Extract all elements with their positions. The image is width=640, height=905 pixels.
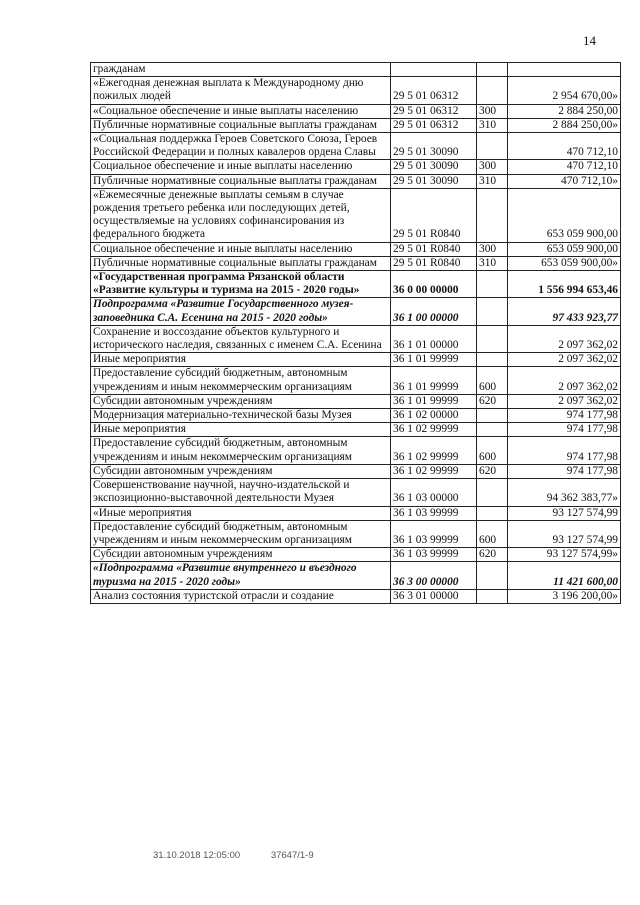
table-row xyxy=(91,174,621,188)
row-name-cell: Подпрограмма «Развитие Государственного музея-заповедника С.А. Есенина на 2015 - 2020 годы» xyxy=(91,298,391,325)
row-sum-cell: 3 196 200,00» xyxy=(508,589,621,603)
row-code-cell: 29 5 01 R0840 xyxy=(391,256,477,270)
footer-datetime: 31.10.2018 12:05:00 xyxy=(153,850,241,861)
row-code-cell: 36 1 01 99999 xyxy=(391,353,477,367)
row-vr-cell xyxy=(477,409,508,423)
row-vr-cell: 310 xyxy=(477,118,508,132)
row-code-cell: 29 5 01 R0840 xyxy=(391,242,477,256)
row-vr-cell xyxy=(477,77,508,104)
row-name-cell: Анализ состояния туристской отрасли и создание xyxy=(91,589,391,603)
row-name-cell: Иные мероприятия xyxy=(91,423,391,437)
row-name-cell: Публичные нормативные социальные выплаты гражданам xyxy=(91,256,391,270)
row-code-cell: 36 1 03 99999 xyxy=(391,548,477,562)
table-row xyxy=(91,409,621,423)
table-row xyxy=(91,160,621,174)
row-sum-cell: 470 712,10 xyxy=(508,160,621,174)
row-sum-cell: 93 127 574,99» xyxy=(508,548,621,562)
row-vr-cell xyxy=(477,325,508,352)
table-row xyxy=(91,63,621,77)
row-name-cell: Публичные нормативные социальные выплаты гражданам xyxy=(91,118,391,132)
table-row xyxy=(91,188,621,242)
row-vr-cell: 300 xyxy=(477,160,508,174)
row-vr-cell: 620 xyxy=(477,548,508,562)
row-code-cell: 36 3 00 00000 xyxy=(391,562,477,589)
row-name-cell: «Иные мероприятия xyxy=(91,506,391,520)
table-row xyxy=(91,133,621,160)
row-code-cell: 36 1 00 00000 xyxy=(391,298,477,325)
row-code-cell: 29 5 01 06312 xyxy=(391,118,477,132)
budget-table-body xyxy=(91,63,621,604)
row-vr-cell: 300 xyxy=(477,104,508,118)
row-name-cell: Субсидии автономным учреждениям xyxy=(91,548,391,562)
row-code-cell: 36 1 02 99999 xyxy=(391,423,477,437)
row-sum-cell: 974 177,98 xyxy=(508,437,621,464)
row-name-cell: Совершенствование научной, научно-издательской и экспозиционно-выставочной деятельности Музея xyxy=(91,479,391,506)
row-name-cell: «Ежемесячные денежные выплаты семьям в случае рождения третьего ребенка или последующих детей, осуществляемые на условиях софинансирования из федерального бюджета xyxy=(91,188,391,242)
row-name-cell: «Государственная программа Рязанской области «Развитие культуры и туризма на 2015 - 2020 годы» xyxy=(91,271,391,298)
page-number: 14 xyxy=(583,33,596,48)
row-vr-cell: 300 xyxy=(477,242,508,256)
row-code-cell: 36 1 02 00000 xyxy=(391,409,477,423)
row-code-cell: 36 1 02 99999 xyxy=(391,464,477,478)
row-vr-cell xyxy=(477,298,508,325)
row-name-cell: «Социальная поддержка Героев Советского Союза, Героев Российской Федерации и полных кавалеров ордена Славы xyxy=(91,133,391,160)
row-code-cell: 36 1 02 99999 xyxy=(391,437,477,464)
table-row xyxy=(91,464,621,478)
row-code-cell: 36 1 03 99999 xyxy=(391,520,477,547)
row-name-cell: Предоставление субсидий бюджетным, автономным учреждениям и иным некоммерческим организациям xyxy=(91,437,391,464)
row-vr-cell xyxy=(477,133,508,160)
table-row xyxy=(91,423,621,437)
row-vr-cell xyxy=(477,589,508,603)
row-sum-cell: 653 059 900,00 xyxy=(508,188,621,242)
footer xyxy=(153,850,314,861)
row-name-cell: Социальное обеспечение и иные выплаты населению xyxy=(91,242,391,256)
row-code-cell: 36 1 03 00000 xyxy=(391,479,477,506)
row-name-cell: «Подпрограмма «Развитие внутреннего и въездного туризма на 2015 - 2020 годы» xyxy=(91,562,391,589)
row-sum-cell: 470 712,10» xyxy=(508,174,621,188)
table-row xyxy=(91,394,621,408)
row-sum-cell: 974 177,98 xyxy=(508,409,621,423)
table-row xyxy=(91,548,621,562)
row-sum-cell: 93 127 574,99 xyxy=(508,506,621,520)
row-vr-cell: 620 xyxy=(477,394,508,408)
row-vr-cell xyxy=(477,188,508,242)
row-vr-cell: 600 xyxy=(477,520,508,547)
row-name-cell: Предоставление субсидий бюджетным, автономным учреждениям и иным некоммерческим организациям xyxy=(91,367,391,394)
row-sum-cell: 470 712,10 xyxy=(508,133,621,160)
row-vr-cell xyxy=(477,353,508,367)
row-code-cell: 36 1 01 00000 xyxy=(391,325,477,352)
row-code-cell: 36 0 00 00000 xyxy=(391,271,477,298)
table-row xyxy=(91,589,621,603)
row-code-cell: 29 5 01 30090 xyxy=(391,133,477,160)
row-name-cell: Модернизация материально-технической базы Музея xyxy=(91,409,391,423)
row-code-cell: 29 5 01 30090 xyxy=(391,174,477,188)
row-vr-cell: 620 xyxy=(477,464,508,478)
table-row xyxy=(91,77,621,104)
row-name-cell: «Социальное обеспечение и иные выплаты населению xyxy=(91,104,391,118)
row-name-cell: Сохранение и воссоздание объектов культурного и исторического наследия, связанных с именем С.А. Есенина xyxy=(91,325,391,352)
row-sum-cell: 2 884 250,00» xyxy=(508,118,621,132)
row-sum-cell: 974 177,98 xyxy=(508,464,621,478)
table-row xyxy=(91,506,621,520)
row-name-cell: «Ежегодная денежная выплата к Международному дню пожилых людей xyxy=(91,77,391,104)
row-vr-cell xyxy=(477,479,508,506)
row-vr-cell: 310 xyxy=(477,256,508,270)
row-code-cell: 29 5 01 06312 xyxy=(391,104,477,118)
budget-table xyxy=(90,62,621,604)
row-vr-cell xyxy=(477,271,508,298)
row-code-cell: 29 5 01 30090 xyxy=(391,160,477,174)
row-sum-cell: 974 177,98 xyxy=(508,423,621,437)
row-sum-cell xyxy=(508,63,621,77)
row-name-cell: Предоставление субсидий бюджетным, автономным учреждениям и иным некоммерческим организациям xyxy=(91,520,391,547)
row-sum-cell: 2 097 362,02 xyxy=(508,353,621,367)
row-vr-cell: 310 xyxy=(477,174,508,188)
row-sum-cell: 11 421 600,00 xyxy=(508,562,621,589)
table-row xyxy=(91,118,621,132)
row-code-cell: 36 1 01 99999 xyxy=(391,394,477,408)
table-row xyxy=(91,271,621,298)
row-code-cell: 36 1 01 99999 xyxy=(391,367,477,394)
table-row xyxy=(91,298,621,325)
row-sum-cell: 2 884 250,00 xyxy=(508,104,621,118)
table-row xyxy=(91,256,621,270)
row-vr-cell xyxy=(477,562,508,589)
row-name-cell: Публичные нормативные социальные выплаты гражданам xyxy=(91,174,391,188)
row-name-cell: Иные мероприятия xyxy=(91,353,391,367)
table-row xyxy=(91,325,621,352)
row-vr-cell: 600 xyxy=(477,367,508,394)
table-row xyxy=(91,104,621,118)
row-sum-cell: 2 097 362,02 xyxy=(508,367,621,394)
table-row xyxy=(91,353,621,367)
row-sum-cell: 1 556 994 653,46 xyxy=(508,271,621,298)
row-sum-cell: 2 097 362,02 xyxy=(508,325,621,352)
row-sum-cell: 97 433 923,77 xyxy=(508,298,621,325)
row-sum-cell: 94 362 383,77» xyxy=(508,479,621,506)
row-code-cell xyxy=(391,63,477,77)
row-code-cell: 29 5 01 06312 xyxy=(391,77,477,104)
row-code-cell: 36 1 03 99999 xyxy=(391,506,477,520)
row-name-cell: Социальное обеспечение и иные выплаты населению xyxy=(91,160,391,174)
row-sum-cell: 93 127 574,99 xyxy=(508,520,621,547)
row-sum-cell: 653 059 900,00 xyxy=(508,242,621,256)
row-code-cell: 29 5 01 R0840 xyxy=(391,188,477,242)
table-row xyxy=(91,562,621,589)
row-vr-cell xyxy=(477,423,508,437)
table-row xyxy=(91,479,621,506)
row-name-cell: гражданам xyxy=(91,63,391,77)
table-row xyxy=(91,367,621,394)
row-name-cell: Субсидии автономным учреждениям xyxy=(91,394,391,408)
row-sum-cell: 2 097 362,02 xyxy=(508,394,621,408)
table-row xyxy=(91,437,621,464)
row-vr-cell xyxy=(477,63,508,77)
row-code-cell: 36 3 01 00000 xyxy=(391,589,477,603)
table-row xyxy=(91,520,621,547)
row-sum-cell: 2 954 670,00» xyxy=(508,77,621,104)
row-sum-cell: 653 059 900,00» xyxy=(508,256,621,270)
row-name-cell: Субсидии автономным учреждениям xyxy=(91,464,391,478)
row-vr-cell: 600 xyxy=(477,437,508,464)
footer-doc-id: 37647/1-9 xyxy=(270,850,314,861)
row-vr-cell xyxy=(477,506,508,520)
table-row xyxy=(91,242,621,256)
